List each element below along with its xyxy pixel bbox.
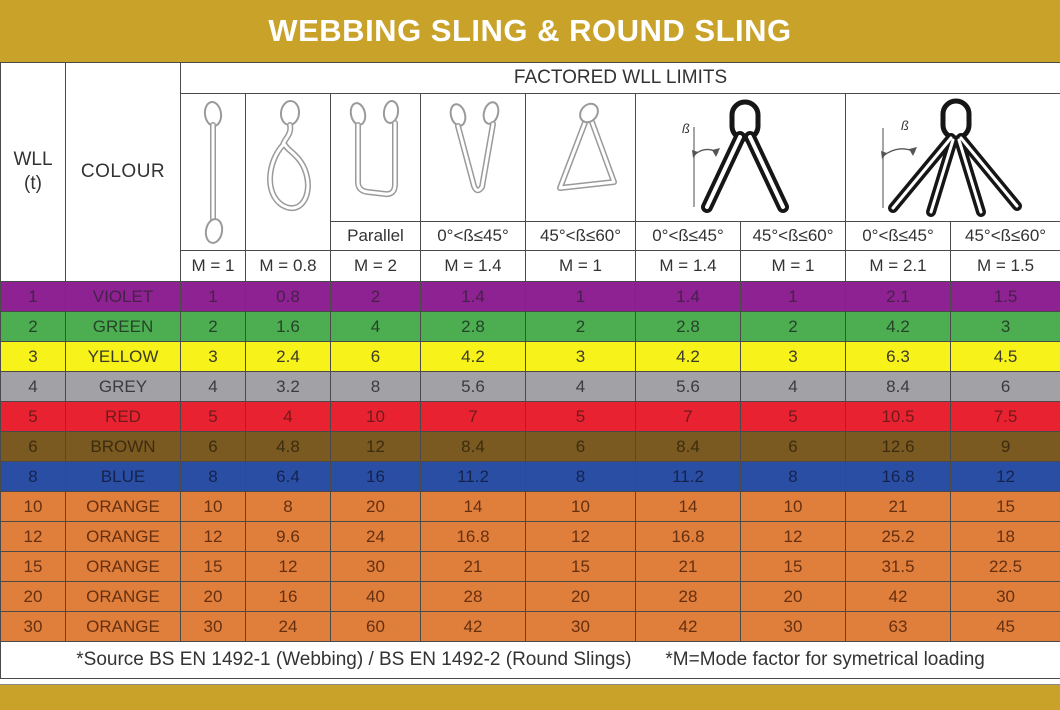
two-leg-sling-icon [646,97,836,219]
factored-wll-value-cell: 6 [951,372,1060,402]
factored-wll-value-cell: 5 [741,402,846,432]
factored-wll-value-cell: 21 [636,552,741,582]
factored-wll-value-cell: 7 [636,402,741,432]
factored-wll-value-cell: 2 [331,282,421,312]
factored-wll-value-cell: 12 [331,432,421,462]
wll-value-cell: 3 [1,342,66,372]
factored-wll-value-cell: 4.2 [421,342,526,372]
colour-name-cell: ORANGE [66,582,181,612]
angle-header-45-60: 45°<ß≤60° [741,222,846,251]
footnote-row [1,642,1060,679]
angle-header-parallel: Parallel [331,222,421,251]
sling-diagram-cell [636,94,846,222]
factored-wll-value-cell: 2 [181,312,246,342]
factored-wll-limits-header: FACTORED WLL LIMITS [181,63,1060,94]
factored-wll-value-cell: 30 [526,612,636,642]
factored-wll-value-cell: 30 [181,612,246,642]
factored-wll-value-cell: 3.2 [246,372,331,402]
factored-wll-value-cell: 8.4 [421,432,526,462]
factored-wll-value-cell: 30 [331,552,421,582]
factored-wll-value-cell: 31.5 [846,552,951,582]
colour-name-cell: BLUE [66,462,181,492]
factored-wll-value-cell: 4.2 [636,342,741,372]
factored-wll-value-cell: 20 [526,582,636,612]
basket-45deg-sling-icon [427,98,519,218]
factored-wll-value-cell: 1.5 [951,282,1060,312]
colour-name-cell: ORANGE [66,552,181,582]
factored-wll-value-cell: 8.4 [636,432,741,462]
factored-wll-value-cell: 42 [846,582,951,612]
factored-wll-value-cell: 4 [526,372,636,402]
wll-value-cell: 30 [1,612,66,642]
factored-wll-value-cell: 11.2 [421,462,526,492]
factored-wll-value-cell: 30 [741,612,846,642]
factored-wll-value-cell: 9 [951,432,1060,462]
colour-name-cell: VIOLET [66,282,181,312]
colour-name-cell: GREEN [66,312,181,342]
wll-unit-label: (t) [24,173,42,194]
table-row [1,492,1060,522]
factored-wll-value-cell: 15 [741,552,846,582]
factored-wll-value-cell: 11.2 [636,462,741,492]
colour-name-cell: BROWN [66,432,181,462]
factored-wll-value-cell: 14 [636,492,741,522]
factored-wll-value-cell: 12 [181,522,246,552]
factored-wll-value-cell: 16.8 [846,462,951,492]
factored-wll-value-cell: 3 [526,342,636,372]
factored-wll-value-cell: 10.5 [846,402,951,432]
factored-wll-value-cell: 8 [331,372,421,402]
beta-angle-label: ß [681,120,690,136]
colour-name-cell: ORANGE [66,492,181,522]
factored-wll-value-cell: 12 [526,522,636,552]
factored-wll-value-cell: 15 [181,552,246,582]
factored-wll-value-cell: 5.6 [636,372,741,402]
colour-column-header: COLOUR [66,63,181,282]
factored-wll-value-cell: 2.4 [246,342,331,372]
factored-wll-value-cell: 18 [951,522,1060,552]
table-row [1,282,1060,312]
factored-wll-value-cell: 42 [421,612,526,642]
factored-wll-value-cell: 2.8 [421,312,526,342]
factored-wll-value-cell: 15 [951,492,1060,522]
factored-wll-value-cell: 4.5 [951,342,1060,372]
table-row [1,612,1060,642]
wll-value-cell: 2 [1,312,66,342]
wll-value-cell: 4 [1,372,66,402]
sling-table-body [1,282,1060,642]
factored-wll-value-cell: 6 [181,432,246,462]
factored-wll-value-cell: 6.4 [246,462,331,492]
factored-wll-value-cell: 15 [526,552,636,582]
angle-header-45-60: 45°<ß≤60° [526,222,636,251]
factored-wll-value-cell: 3 [741,342,846,372]
mode-factor-header: M = 2.1 [846,251,951,282]
factored-wll-value-cell: 1.4 [636,282,741,312]
basket-60deg-sling-icon [533,98,629,218]
factored-wll-value-cell: 1.4 [421,282,526,312]
four-leg-sling-icon [853,96,1053,220]
factored-wll-value-cell: 24 [246,612,331,642]
beta-angle-label: ß [901,117,909,133]
angle-header-0-45: 0°<ß≤45° [421,222,526,251]
factored-wll-value-cell: 16 [246,582,331,612]
colour-name-cell: ORANGE [66,522,181,552]
colour-name-cell: GREY [66,372,181,402]
factored-wll-value-cell: 8 [246,492,331,522]
wll-value-cell: 8 [1,462,66,492]
colour-name-cell: YELLOW [66,342,181,372]
factored-wll-value-cell: 16.8 [636,522,741,552]
bottom-divider [0,679,1060,685]
factored-wll-value-cell: 8 [741,462,846,492]
factored-wll-value-cell: 16.8 [421,522,526,552]
factored-wll-value-cell: 4 [246,402,331,432]
mode-factor-header: M = 1.4 [421,251,526,282]
angle-header-45-60: 45°<ß≤60° [951,222,1060,251]
sling-diagram-cell [846,94,1060,222]
footnote-mode-factor: *M=Mode factor for symetrical loading [665,649,985,670]
factored-wll-value-cell: 7 [421,402,526,432]
choked-sling-icon [252,97,324,247]
sling-diagram-cell [246,94,331,251]
mode-factor-header: M = 2 [331,251,421,282]
table-row [1,582,1060,612]
factored-wll-value-cell: 7.5 [951,402,1060,432]
table-row [1,342,1060,372]
factored-wll-value-cell: 10 [741,492,846,522]
factored-wll-value-cell: 10 [526,492,636,522]
factored-wll-value-cell: 1.6 [246,312,331,342]
factored-wll-value-cell: 42 [636,612,741,642]
factored-wll-value-cell: 10 [181,492,246,522]
factored-wll-value-cell: 3 [951,312,1060,342]
wll-column-header [1,63,66,282]
factored-wll-value-cell: 9.6 [246,522,331,552]
page-title: WEBBING SLING & ROUND SLING [268,13,792,48]
table-row [1,522,1060,552]
title-banner [0,0,1060,62]
wll-value-cell: 12 [1,522,66,552]
wll-value-cell: 15 [1,552,66,582]
colour-name-cell: RED [66,402,181,432]
factored-wll-value-cell: 30 [951,582,1060,612]
factored-wll-value-cell: 21 [846,492,951,522]
table-row [1,462,1060,492]
factored-wll-value-cell: 6 [526,432,636,462]
table-row [1,552,1060,582]
factored-wll-value-cell: 2.8 [636,312,741,342]
factored-wll-value-cell: 1 [181,282,246,312]
sling-diagram-cell [526,94,636,222]
mode-factor-header: M = 0.8 [246,251,331,282]
factored-wll-value-cell: 5.6 [421,372,526,402]
factored-wll-value-cell: 4 [331,312,421,342]
table-row [1,402,1060,432]
factored-wll-value-cell: 25.2 [846,522,951,552]
mode-factor-header: M = 1 [741,251,846,282]
factored-wll-value-cell: 4.8 [246,432,331,462]
factored-wll-value-cell: 2.1 [846,282,951,312]
factored-wll-value-cell: 8 [526,462,636,492]
table-row [1,312,1060,342]
factored-wll-value-cell: 60 [331,612,421,642]
factored-wll-value-cell: 6 [331,342,421,372]
factored-wll-value-cell: 28 [421,582,526,612]
wll-value-cell: 6 [1,432,66,462]
factored-wll-value-cell: 21 [421,552,526,582]
factored-wll-value-cell: 2 [526,312,636,342]
factored-wll-value-cell: 4 [181,372,246,402]
factored-wll-value-cell: 6 [741,432,846,462]
factored-wll-value-cell: 10 [331,402,421,432]
factored-wll-value-cell: 12 [741,522,846,552]
basket-parallel-sling-icon [335,98,417,218]
factored-wll-value-cell: 12 [951,462,1060,492]
factored-wll-value-cell: 45 [951,612,1060,642]
factored-wll-value-cell: 24 [331,522,421,552]
colour-name-cell: ORANGE [66,612,181,642]
angle-header-0-45: 0°<ß≤45° [846,222,951,251]
sling-diagram-cell [181,94,246,251]
factored-wll-value-cell: 20 [181,582,246,612]
footnote-source: *Source BS EN 1492-1 (Webbing) / BS EN 1492-2 (Round Slings) [76,649,632,670]
factored-wll-value-cell: 2 [741,312,846,342]
factored-wll-value-cell: 4.2 [846,312,951,342]
table-row [1,432,1060,462]
factored-wll-value-cell: 16 [331,462,421,492]
factored-wll-value-cell: 3 [181,342,246,372]
wll-value-cell: 20 [1,582,66,612]
factored-wll-value-cell: 12.6 [846,432,951,462]
factored-wll-value-cell: 4 [741,372,846,402]
factored-wll-value-cell: 1 [741,282,846,312]
mode-factor-header: M = 1.4 [636,251,741,282]
factored-wll-value-cell: 6.3 [846,342,951,372]
factored-wll-value-cell: 8.4 [846,372,951,402]
factored-wll-value-cell: 20 [741,582,846,612]
wll-label: WLL [13,149,53,171]
sling-wll-table [0,62,1060,679]
mode-factor-header: M = 1 [526,251,636,282]
factored-wll-value-cell: 1 [526,282,636,312]
single-leg-sling-icon [187,97,239,247]
sling-diagram-cell [331,94,421,222]
wll-value-cell: 1 [1,282,66,312]
factored-wll-value-cell: 28 [636,582,741,612]
mode-factor-header: M = 1.5 [951,251,1060,282]
factored-wll-value-cell: 14 [421,492,526,522]
wll-value-cell: 10 [1,492,66,522]
factored-wll-value-cell: 5 [181,402,246,432]
table-row [1,372,1060,402]
factored-wll-value-cell: 5 [526,402,636,432]
wll-value-cell: 5 [1,402,66,432]
sling-diagram-cell [421,94,526,222]
mode-factor-header: M = 1 [181,251,246,282]
factored-wll-value-cell: 22.5 [951,552,1060,582]
factored-wll-value-cell: 0.8 [246,282,331,312]
factored-wll-value-cell: 20 [331,492,421,522]
factored-wll-value-cell: 12 [246,552,331,582]
factored-wll-value-cell: 63 [846,612,951,642]
factored-wll-value-cell: 40 [331,582,421,612]
factored-wll-value-cell: 8 [181,462,246,492]
angle-header-0-45: 0°<ß≤45° [636,222,741,251]
